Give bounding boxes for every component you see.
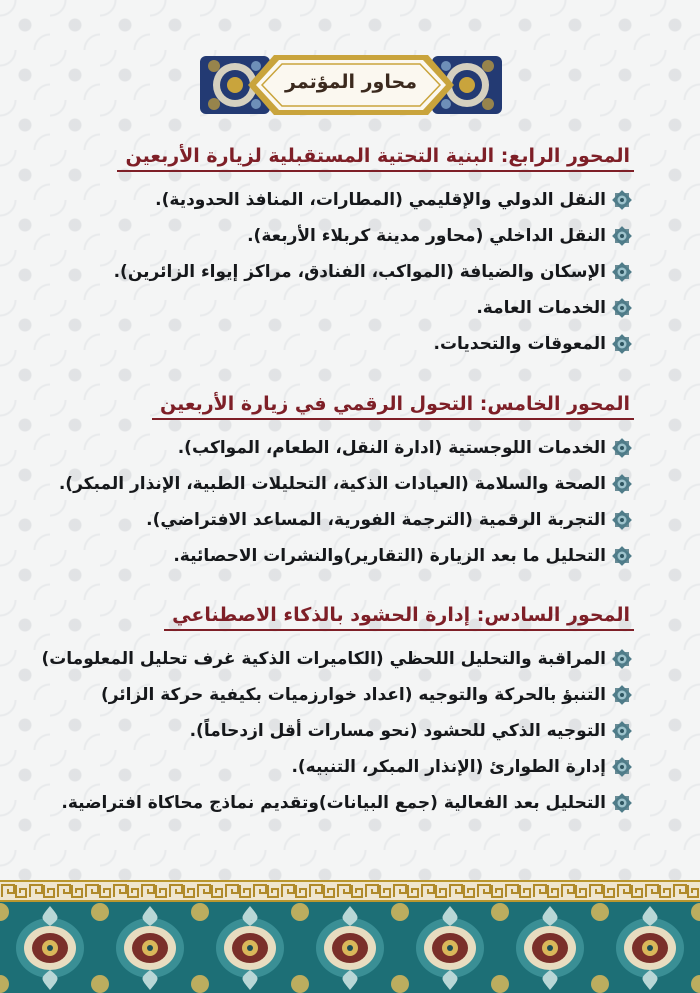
octagon-star-bullet-icon bbox=[610, 188, 634, 212]
section-axis-five bbox=[34, 393, 634, 574]
octagon-star-bullet-icon bbox=[610, 508, 634, 532]
list-item: الخدمات العامة. bbox=[34, 290, 634, 326]
octagon-star-bullet-icon bbox=[610, 544, 634, 568]
banner-title: محاور المؤتمر bbox=[285, 71, 417, 93]
item-list bbox=[34, 430, 634, 574]
list-item: التجربة الرقمية (الترجمة الفورية، المساعد الافتراضي). bbox=[34, 502, 634, 538]
list-item: المعوقات والتحديات. bbox=[34, 326, 634, 362]
item-list bbox=[34, 182, 634, 362]
octagon-star-bullet-icon bbox=[610, 719, 634, 743]
octagon-star-bullet-icon bbox=[610, 332, 634, 356]
octagon-star-bullet-icon bbox=[610, 472, 634, 496]
list-item: الإسكان والضيافة (المواكب، الفنادق، مراكز إيواء الزائرين). bbox=[34, 254, 634, 290]
section-axis-six bbox=[34, 604, 634, 821]
octagon-star-bullet-icon bbox=[610, 683, 634, 707]
octagon-star-bullet-icon bbox=[610, 791, 634, 815]
title-banner bbox=[200, 52, 502, 118]
list-item: الخدمات اللوجستية (ادارة النقل، الطعام، المواكب). bbox=[34, 430, 634, 466]
list-item: التحليل بعد الفعالية (جمع البيانات)وتقديم نماذج محاكاة افتراضية. bbox=[34, 785, 634, 821]
arabesque-tile-pattern-icon bbox=[0, 902, 700, 993]
octagon-star-bullet-icon bbox=[610, 260, 634, 284]
section-heading: المحور الخامس: التحول الرقمي في زيارة الأربعين bbox=[152, 393, 634, 420]
list-item: التوجيه الذكي للحشود (نحو مسارات أقل ازدحاماً). bbox=[34, 713, 634, 749]
list-item: التنبؤ بالحركة والتوجيه (اعداد خوارزميات بكيفية حركة الزائر) bbox=[34, 677, 634, 713]
section-heading: المحور السادس: إدارة الحشود بالذكاء الاصطناعي bbox=[164, 604, 634, 631]
section-axis-four bbox=[34, 145, 634, 362]
list-item: التحليل ما بعد الزيارة (التقارير)والنشرات الاحصائية. bbox=[34, 538, 634, 574]
octagon-star-bullet-icon bbox=[610, 224, 634, 248]
list-item: المراقبة والتحليل اللحظي (الكاميرات الذكية غرف تحليل المعلومات) bbox=[34, 641, 634, 677]
section-heading: المحور الرابع: البنية التحتية المستقبلية لزيارة الأربعين bbox=[117, 145, 634, 172]
tile-border bbox=[0, 902, 700, 993]
list-item: النقل الدولي والإقليمي (المطارات، المنافذ الحدودية). bbox=[34, 182, 634, 218]
greek-key-pattern-icon bbox=[0, 882, 700, 900]
list-item: الصحة والسلامة (العيادات الذكية، التحليلات الطبية، الإنذار المبكر). bbox=[34, 466, 634, 502]
octagon-star-bullet-icon bbox=[610, 436, 634, 460]
list-item: إدارة الطوارئ (الإنذار المبكر، التنبيه). bbox=[34, 749, 634, 785]
octagon-star-bullet-icon bbox=[610, 755, 634, 779]
octagon-star-bullet-icon bbox=[610, 647, 634, 671]
octagon-star-bullet-icon bbox=[610, 296, 634, 320]
item-list bbox=[34, 641, 634, 821]
list-item: النقل الداخلي (محاور مدينة كربلاء الأربعة). bbox=[34, 218, 634, 254]
meander-border bbox=[0, 880, 700, 902]
